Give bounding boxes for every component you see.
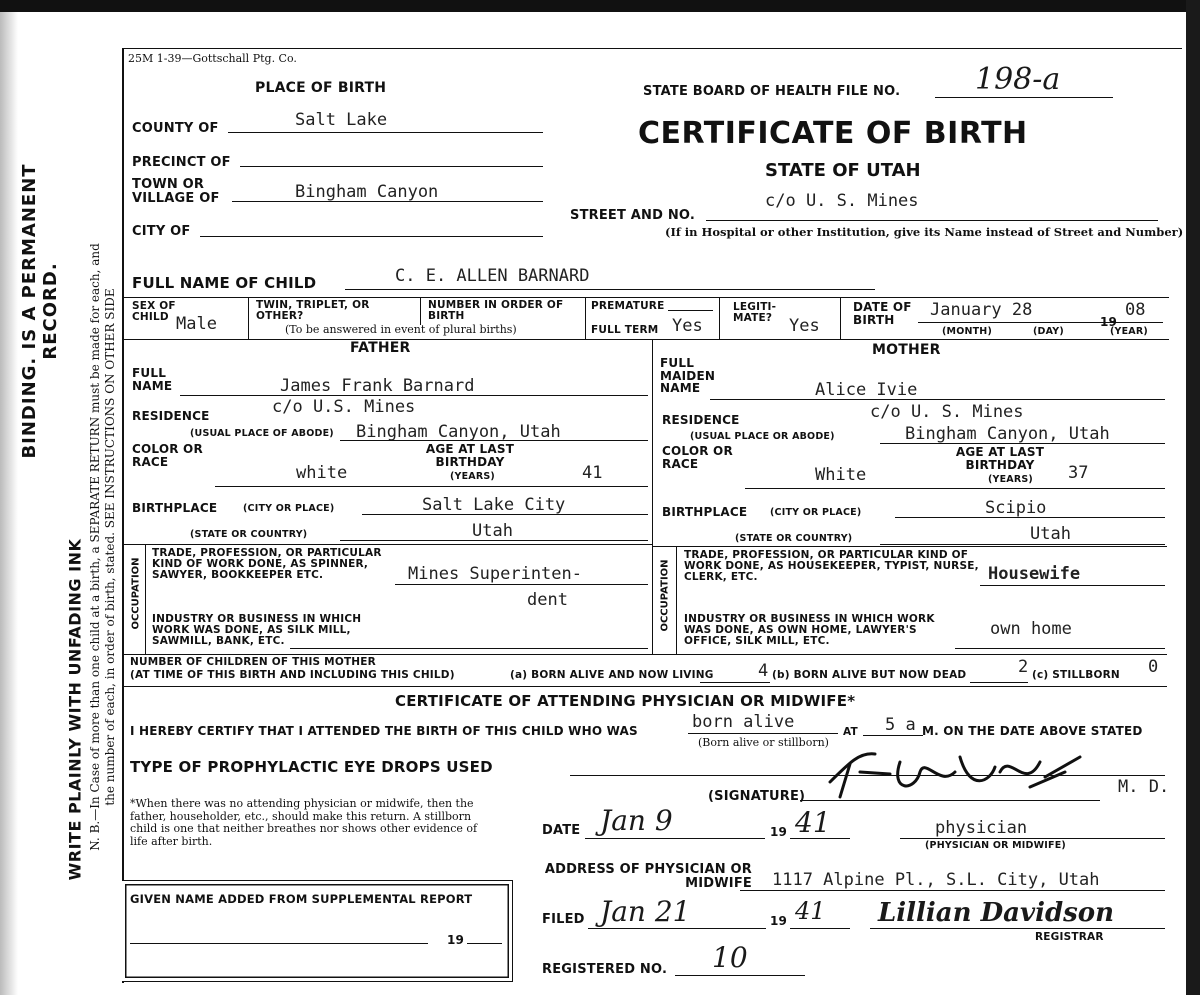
mother-color-label: COLOR OR RACE [662,444,733,471]
fullterm-value: Yes [672,316,703,336]
child-name-line [345,289,875,290]
file-no-line [935,97,1113,98]
children-label-1: NUMBER OF CHILDREN OF THIS MOTHER [130,656,376,668]
registrar-signature: Lillian Davidson [878,898,1115,928]
father-age-sub: (YEARS) [450,471,495,482]
mother-occupation-divider [676,546,677,654]
margin-notice-1: N. B.—In Case of more than one child at a birth, a SEPARATE RETURN must be made for each, and [88,243,102,851]
file-no-value: 198-a [975,62,1061,97]
children-c-label: (c) STILLBORN [1032,669,1120,681]
premature-label: PREMATURE [591,300,665,312]
mother-residence-sub: (USUAL PLACE OR ABODE) [690,431,835,442]
printer-imprint: 25M 1-39—Gottschall Ptg. Co. [128,52,297,65]
father-birthplace-line [362,514,648,515]
signature-label: (SIGNATURE) [708,789,806,804]
birth-year-prefix: 19 [1100,315,1118,329]
children-c-value: 0 [1148,657,1159,677]
physician-date-value: Jan 9 [600,804,673,837]
date-line [918,322,1163,323]
physician-year-value: 41 [795,806,831,839]
registered-line [675,975,805,976]
town-label: TOWN OR VILLAGE OF [132,177,220,206]
filed-year-prefix: 19 [770,914,788,928]
children-label-2: (AT TIME OF THIS BIRTH AND INCLUDING THIS CHILD) [130,669,455,681]
supplemental-line [130,943,428,944]
m-on-text: M. ON THE DATE ABOVE STATED [922,724,1143,738]
physician-year-line [790,838,850,839]
filed-year-line [790,928,850,929]
sex-value: Male [176,314,217,334]
father-residence-2: Bingham Canyon, Utah [356,422,561,442]
father-trade-line [395,584,648,585]
mother-residence-label: RESIDENCE [662,413,740,427]
children-b-line [970,682,1028,683]
mother-birthplace-label: BIRTHPLACE [662,505,748,519]
father-industry-label: INDUSTRY OR BUSINESS IN WHICH WORK WAS DONE, AS SILK MILL, SAWMILL, BANK, ETC. [152,613,362,648]
year-label: (YEAR) [1110,326,1148,337]
day-label: (DAY) [1033,326,1064,337]
mother-occupation-label: OCCUPATION [659,559,671,632]
file-no-label: STATE BOARD OF HEALTH FILE NO. [643,84,901,99]
mother-age-sub: (YEARS) [988,474,1033,485]
father-birthplace-value: Salt Lake City [422,495,566,515]
mother-state-label: (STATE OR COUNTRY) [735,533,853,544]
born-line [688,733,838,734]
parents-divider [652,339,653,655]
registered-value: 10 [712,941,748,974]
registrar-line [870,928,1165,929]
divider-order [585,297,586,339]
eye-drops-label: TYPE OF PROPHYLACTIC EYE DROPS USED [130,758,493,776]
father-birthplace-sub: (CITY OR PLACE) [243,503,335,514]
details-row-top [124,297,1169,298]
address-line [740,890,1165,891]
mother-birthplace-value: Scipio [985,498,1047,518]
town-value: Bingham Canyon [295,182,439,202]
physician-signature [820,742,1090,802]
md-label: M. D. [1118,777,1170,797]
details-row-bottom [124,339,1169,340]
divider-legit [840,297,841,339]
father-name-value: James Frank Barnard [280,376,475,396]
father-occupation-divider [145,544,146,654]
scan-right-edge [1186,0,1200,995]
father-residence-sub: (USUAL PLACE OF ABODE) [190,428,334,439]
time-value: 5 a [885,715,916,735]
registrar-label: REGISTRAR [1035,931,1104,943]
mother-trade-value: Housewife [988,564,1081,584]
supplemental-year: 19 [447,933,465,947]
physician-date-label: DATE [542,823,581,838]
county-value: Salt Lake [295,110,388,130]
time-line [863,735,923,736]
order-label: NUMBER IN ORDER OF BIRTH [428,299,564,323]
county-label: COUNTY OF [132,121,219,136]
father-state-value: Utah [472,521,513,541]
mother-industry-label: INDUSTRY OR BUSINESS IN WHICH WORK WAS DONE, AS OWN HOME, LAWYER'S OFFICE, SILK MILL, ETC. [684,613,935,648]
filed-line [588,928,766,929]
date-of-birth-label: DATE OF BIRTH [853,300,912,327]
mother-name-line [710,399,1165,400]
certificate-title: CERTIFICATE OF BIRTH [638,116,1028,151]
street-line [706,220,1158,221]
filed-year-value: 41 [795,897,826,925]
father-residence-1: c/o U.S. Mines [272,397,416,417]
father-heading: FATHER [350,340,411,356]
at-label: AT [843,726,858,738]
physician-role-value: physician [935,818,1028,838]
mother-heading: MOTHER [872,342,941,358]
physician-signature-image [820,742,1090,802]
father-trade-1: Mines Superinten- [408,564,582,584]
mother-residence-2: Bingham Canyon, Utah [905,424,1110,444]
children-b-label: (b) BORN ALIVE BUT NOW DEAD [772,669,967,681]
physician-heading: CERTIFICATE OF ATTENDING PHYSICIAN OR MIDWIFE* [395,692,856,710]
street-value: c/o U. S. Mines [765,191,919,211]
father-state-label: (STATE OR COUNTRY) [190,529,308,540]
children-a-label: (a) BORN ALIVE AND NOW LIVING [510,669,714,681]
street-note: (If in Hospital or other Institution, give its Name instead of Street and Number) [665,225,1184,239]
mother-name-label: FULL MAIDEN NAME [660,356,716,396]
physician-role-line [900,838,1165,839]
birth-year-value: 08 [1125,300,1146,320]
mother-birthplace-sub: (CITY OR PLACE) [770,507,862,518]
street-label: STREET AND NO. [570,208,696,223]
state-title: STATE OF UTAH [765,160,921,181]
mother-color-value: White [815,465,867,485]
frame-top [122,48,1182,49]
divider-sex [248,297,249,339]
born-sub: (Born alive or stillborn) [698,736,829,749]
physician-role-sub: (PHYSICIAN OR MIDWIFE) [925,840,1066,851]
date-of-birth-value: January 28 [930,300,1033,320]
premature-line [668,310,713,311]
father-color-line [215,486,648,487]
address-value: 1117 Alpine Pl., S.L. City, Utah [772,870,1100,890]
place-of-birth-heading: PLACE OF BIRTH [255,80,387,96]
frame-left [122,48,124,983]
mother-name-value: Alice Ivie [815,380,918,400]
county-line [228,132,543,133]
supplemental-year-line [467,943,502,944]
father-occupation-top [124,544,652,545]
children-b-value: 2 [1018,657,1029,677]
child-name-value: C. E. ALLEN BARNARD [395,266,590,286]
sex-label: SEX OF CHILD [132,300,176,324]
father-occupation-label: OCCUPATION [130,557,142,630]
father-state-line [340,540,648,541]
certify-text: I HEREBY CERTIFY THAT I ATTENDED THE BIRTH OF THIS CHILD WHO WAS [130,724,638,738]
mother-occupation-top [652,546,1167,547]
father-age-label: AGE AT LAST BIRTHDAY [425,442,515,469]
children-a-value: 4 [758,661,769,681]
mother-residence-line [880,443,1165,444]
father-trade-label: TRADE, PROFESSION, OR PARTICULAR KIND OF WORK DONE, AS SPINNER, SAWYER, BOOKKEEPER ETC. [152,547,382,582]
born-value: born alive [692,712,795,732]
mother-color-line [745,488,1165,489]
margin-write-plainly: WRITE PLAINLY WITH UNFADING INK [65,538,85,881]
precinct-label: PRECINCT OF [132,155,231,170]
margin-permanent-record: BINDING. IS A PERMANENT RECORD. [19,163,61,459]
father-residence-line [340,440,648,441]
divider-premature [719,297,720,339]
father-name-label: FULL NAME [132,366,173,393]
precinct-line [240,166,543,167]
mother-state-value: Utah [1030,524,1071,544]
fullterm-label: FULL TERM [591,324,659,336]
city-line [200,236,543,237]
father-birthplace-label: BIRTHPLACE [132,501,218,515]
children-a-line [700,682,770,683]
scan-left-shadow [0,12,18,995]
month-label: (MONTH) [942,326,992,337]
physician-date-line [585,838,765,839]
mother-trade-label: TRADE, PROFESSION, OR PARTICULAR KIND OF WORK DONE, AS HOUSEKEEPER, TYPIST, NURSE, CLERK, ETC. [684,549,979,584]
city-label: CITY OF [132,224,191,239]
mother-residence-1: c/o U. S. Mines [870,402,1024,422]
children-bottom [124,686,1167,687]
mother-birthplace-line [895,517,1165,518]
registered-label: REGISTERED NO. [542,962,668,977]
filed-value: Jan 21 [600,895,691,928]
father-color-value: white [296,463,348,483]
legitimate-value: Yes [789,316,820,336]
legitimate-label: LEGITI- MATE? [733,301,777,325]
filed-label: FILED [542,912,585,927]
mother-state-line [880,544,1165,545]
father-color-label: COLOR OR RACE [132,442,203,469]
child-name-label: FULL NAME OF CHILD [132,274,317,292]
twin-label: TWIN, TRIPLET, OR OTHER? [256,299,370,323]
father-residence-label: RESIDENCE [132,409,210,423]
divider-twin [420,297,421,325]
mother-trade-line [980,585,1165,586]
scan-top-edge [0,0,1200,12]
physician-year-prefix: 19 [770,825,788,839]
father-industry-line [290,648,648,649]
plural-note: (To be answered in event of plural births) [285,323,517,336]
mother-age-value: 37 [1068,463,1089,483]
mother-industry-value: own home [990,619,1072,639]
mother-industry-line [955,648,1165,649]
father-trade-2: dent [527,590,568,610]
father-age-value: 41 [582,463,603,483]
address-label: ADDRESS OF PHYSICIAN OR MIDWIFE [544,862,752,891]
physician-note: *When there was no attending physician or midwife, then the father, householder, etc., should make this return. A stillborn child is one that neither breathes nor shows other evidence of life after birth. [130,797,478,848]
margin-notice-2: the number of each, in order of birth, stated. SEE INSTRUCTIONS ON OTHER SIDE [103,288,117,806]
supplemental-label: GIVEN NAME ADDED FROM SUPPLEMENTAL REPORT [130,892,473,906]
mother-age-label: AGE AT LAST BIRTHDAY [955,445,1045,472]
children-top [124,654,1167,655]
